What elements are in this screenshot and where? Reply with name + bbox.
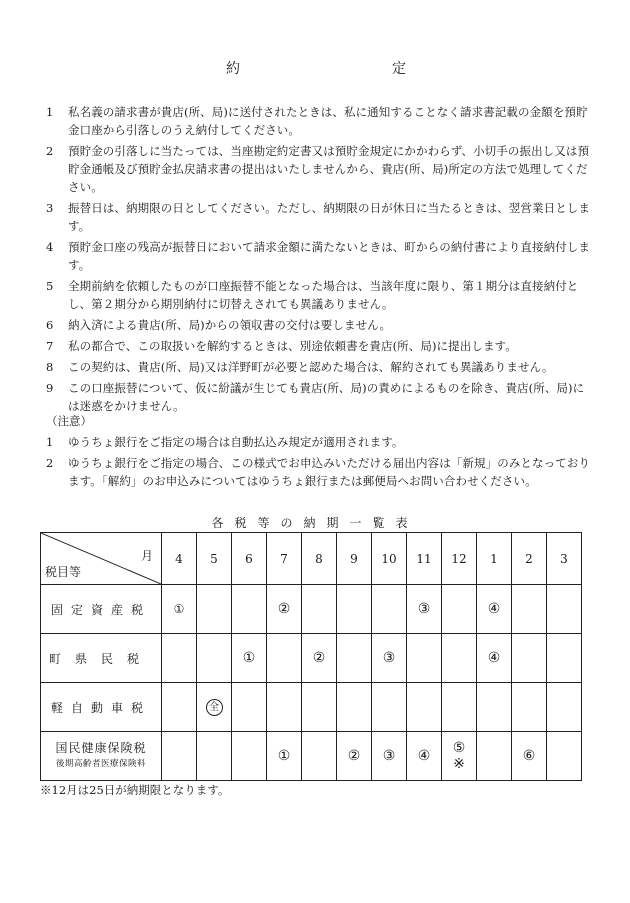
clause-number: 8 [46, 360, 54, 374]
clause-number: 4 [46, 240, 54, 254]
period-cell [162, 634, 197, 683]
clause-item [46, 379, 594, 415]
schedule-title: 各税等の納期一覧表 [211, 516, 419, 530]
month-header: 12 [442, 533, 477, 585]
period-cell [442, 634, 477, 683]
period-cell: ② [267, 585, 302, 634]
clause-item [46, 277, 594, 313]
month-header-label: 月 [140, 549, 153, 563]
note-mark: ※ [453, 756, 465, 772]
clause-number: 2 [46, 144, 54, 158]
clause-number: 6 [46, 318, 54, 332]
period-cell: ① [267, 732, 302, 781]
period-cell [232, 683, 267, 732]
clause-number: 7 [46, 339, 54, 353]
document-title [0, 58, 630, 78]
notes-heading: （注意） [46, 414, 92, 428]
month-header: 7 [267, 533, 302, 585]
period-cell [232, 732, 267, 781]
tax-sub-name: 後期高齢者医療保険料 [55, 759, 146, 769]
period-cell [512, 634, 547, 683]
clause-number: 5 [46, 279, 54, 293]
period-cell: ④ [477, 634, 512, 683]
period-cell [302, 683, 337, 732]
period-cell [197, 732, 232, 781]
tax-header-label: 税目等 [45, 565, 82, 579]
corner-header-cell [41, 533, 162, 585]
note-number: 1 [46, 435, 54, 449]
month-header: 3 [547, 533, 582, 585]
month-header: 11 [407, 533, 442, 585]
period-cell [477, 683, 512, 732]
title-char-1: 約 [226, 61, 240, 77]
table-row [41, 634, 582, 683]
note-text: ゆうちょ銀行をご指定の場合は自動払込み規定が適用されます。 [68, 435, 404, 449]
period-cell [442, 683, 477, 732]
period-cell: ② [302, 634, 337, 683]
period-cell [547, 634, 582, 683]
period-cell [442, 585, 477, 634]
clause-text: 振替日は、納期限の日としてください。ただし、納期限の日が休日に当たるときは、翌営業日とします。 [68, 201, 590, 233]
period-cell [337, 585, 372, 634]
notes-section [46, 412, 594, 493]
period-cell: ① [162, 585, 197, 634]
note-item [46, 433, 594, 451]
note-item [46, 454, 594, 490]
table-row [41, 683, 582, 732]
period-cell [162, 683, 197, 732]
month-header: 1 [477, 533, 512, 585]
clause-text: 納入済による貴店(所、局)からの領収書の交付は要しません。 [68, 318, 392, 332]
tax-name-cell: 町県民税 [41, 634, 162, 683]
footnote: ※12月は25日が納期限となります。 [40, 783, 230, 797]
month-header: 6 [232, 533, 267, 585]
clause-list [46, 103, 594, 418]
clause-item [46, 199, 594, 235]
period-cell: ③ [372, 732, 407, 781]
clause-text: 私名義の請求書が貴店(所、局)に送付されたときは、私に通知することなく請求書記載の金額を預貯金口座から引落しのうえ納付してください。 [68, 105, 588, 137]
note-text: ゆうちょ銀行をご指定の場合、この様式でお申込みいただける届出内容は「新規」のみとなっております。「解約」のお申込みについてはゆうちょ銀行または郵便局へお問い合わせください。 [68, 456, 590, 488]
period-cell [407, 683, 442, 732]
clause-item [46, 103, 594, 139]
clause-number: 3 [46, 201, 54, 215]
period-cell [302, 732, 337, 781]
period-cell [162, 732, 197, 781]
period-cell [267, 634, 302, 683]
period-cell [477, 732, 512, 781]
period-cell [372, 683, 407, 732]
month-header: 4 [162, 533, 197, 585]
clause-text: 私の都合で、この取扱いを解約するときは、別途依頼書を貴店(所、局)に提出します。 [68, 339, 517, 353]
period-cell [337, 683, 372, 732]
period-cell [372, 585, 407, 634]
clause-number: 9 [46, 381, 54, 395]
period-cell [442, 732, 477, 781]
period-cell [337, 634, 372, 683]
tax-name-cell: 軽自動車税 [41, 683, 162, 732]
period-cell: ⑥ [512, 732, 547, 781]
tax-name: 国民健康保険税 [55, 741, 147, 755]
month-header: 10 [372, 533, 407, 585]
period-cell [512, 683, 547, 732]
period-cell [302, 585, 337, 634]
period-cell [547, 683, 582, 732]
period-cell [232, 585, 267, 634]
period-cell [547, 585, 582, 634]
month-header: 9 [337, 533, 372, 585]
clause-number: 1 [46, 105, 54, 119]
note-number: 2 [46, 456, 54, 470]
period-cell [267, 683, 302, 732]
period-cell [197, 683, 232, 732]
period-cell: ② [337, 732, 372, 781]
period-cell: ④ [477, 585, 512, 634]
lump-sum-mark: 全 [206, 699, 223, 716]
tax-name-cell: 固定資産税 [41, 585, 162, 634]
title-char-2: 定 [392, 61, 406, 77]
period-cell [197, 634, 232, 683]
clause-text: 全期前納を依頼したものが口座振替不能となった場合は、当該年度に限り、第１期分は直接納付とし、第２期分から期別納付に切替えされても異議ありません。 [68, 279, 579, 311]
clause-text: この契約は、貴店(所、局)又は洋野町が必要と認めた場合は、解約されても異議ありません。 [68, 360, 554, 374]
table-row [41, 732, 582, 781]
clause-text: この口座振替について、仮に紛議が生じても貴店(所、局)の責めによるものを除き、貴店(所、局)には迷惑をかけません。 [68, 381, 585, 413]
period-cell: ③ [407, 585, 442, 634]
clause-text: 預貯金口座の残高が振替日において請求金額に満たないときは、町からの納付書により直接納付します。 [68, 240, 590, 272]
clause-item [46, 316, 594, 334]
period-cell: ③ [372, 634, 407, 683]
month-header: 5 [197, 533, 232, 585]
period-cell: ④ [407, 732, 442, 781]
period-cell [547, 732, 582, 781]
table-row [41, 585, 582, 634]
period-cell [197, 585, 232, 634]
period-cell [512, 585, 547, 634]
clause-item [46, 238, 594, 274]
period-cell: ① [232, 634, 267, 683]
clause-item [46, 337, 594, 355]
period-mark: ⑤ [452, 740, 466, 756]
tax-name-cell [41, 732, 162, 781]
tax-schedule-table [40, 532, 582, 781]
header-row [41, 533, 582, 585]
month-header: 2 [512, 533, 547, 585]
period-cell [407, 634, 442, 683]
month-header: 8 [302, 533, 337, 585]
clause-item [46, 142, 594, 196]
clause-text: 預貯金の引落しに当たっては、当座勘定約定書又は預貯金規定にかかわらず、小切手の振出し又は預貯金通帳及び預貯金払戻請求書の提出はいたしませんから、貴店(所、局)所定の方法で処理してください。 [68, 144, 590, 194]
clause-item [46, 358, 594, 376]
